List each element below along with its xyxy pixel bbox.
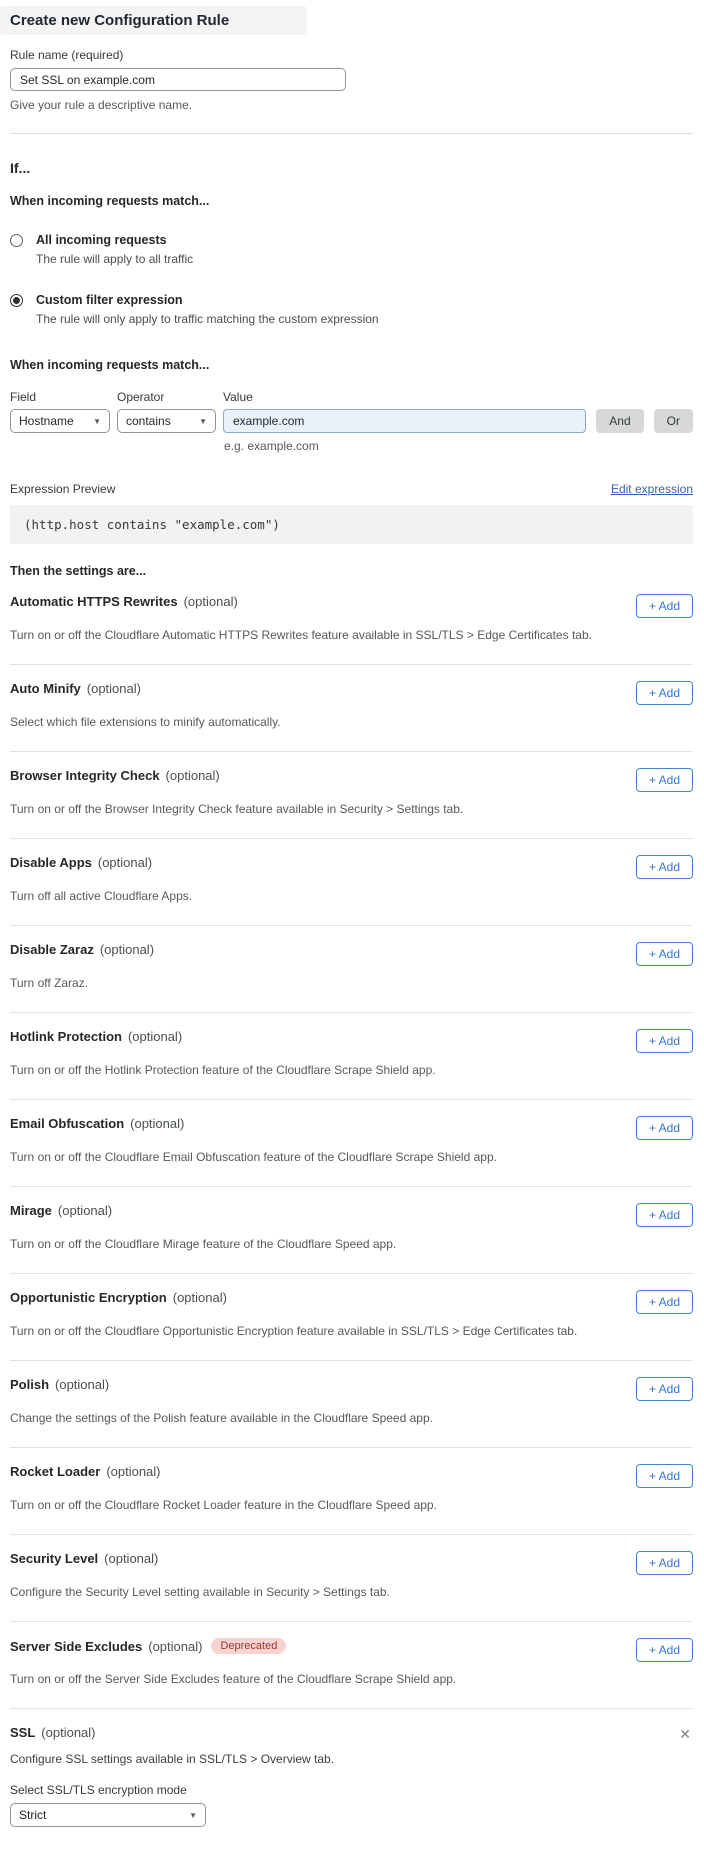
field-select-value: Hostname <box>19 414 74 428</box>
deprecated-badge: Deprecated <box>211 1638 286 1654</box>
setting-item-hotlink-protection <box>10 1013 693 1100</box>
setting-title <box>10 1638 286 1654</box>
add-button[interactable]: + Add <box>636 1377 693 1401</box>
setting-item-server-side-excludes <box>10 1622 693 1709</box>
expression-preview-code: (http.host contains "example.com") <box>10 505 693 544</box>
add-button[interactable]: + Add <box>636 855 693 879</box>
setting-title <box>10 1725 96 1740</box>
field-label: Field <box>10 390 37 404</box>
optional-label: (optional) <box>183 594 238 609</box>
setting-item-automatic-https-rewrites <box>10 578 693 665</box>
radio-option-text <box>36 293 379 326</box>
edit-expression-link[interactable]: Edit expression <box>610 482 693 496</box>
close-icon[interactable]: ✕ <box>679 1726 691 1742</box>
setting-name: Server Side Excludes <box>10 1638 143 1654</box>
setting-item-browser-integrity-check <box>10 752 693 839</box>
setting-desc: Turn on or off the Cloudflare Rocket Loader feature in the Cloudflare Speed app. <box>10 1498 437 1512</box>
optional-label: (optional) <box>57 1203 113 1218</box>
setting-name: SSL <box>10 1725 36 1740</box>
setting-title <box>10 594 238 609</box>
setting-desc: Select which file extensions to minify automatically. <box>10 715 281 729</box>
setting-title <box>10 855 152 870</box>
setting-item-rocket-loader <box>10 1448 693 1535</box>
setting-desc: Turn on or off the Cloudflare Email Obfuscation feature of the Cloudflare Scrape Shield app. <box>10 1150 497 1164</box>
setting-title <box>10 1203 112 1218</box>
setting-desc: Turn on or off the Cloudflare Opportunistic Encryption feature available in SSL/TLS > Edge Certificates tab. <box>10 1324 578 1338</box>
setting-name: Automatic HTTPS Rewrites <box>10 594 178 609</box>
setting-name: Hotlink Protection <box>10 1029 122 1044</box>
setting-desc: Change the settings of the Polish feature available in the Cloudflare Speed app. <box>10 1411 433 1425</box>
radio-unchecked-icon[interactable] <box>10 234 23 247</box>
setting-name: Email Obfuscation <box>10 1116 125 1131</box>
setting-item-opportunistic-encryption <box>10 1274 693 1361</box>
setting-item-mirage <box>10 1187 693 1274</box>
value-hint: e.g. example.com <box>224 439 319 453</box>
builder-labels-row <box>10 390 693 404</box>
optional-label: (optional) <box>41 1725 96 1740</box>
optional-label: (optional) <box>165 768 220 783</box>
chevron-down-icon: ▼ <box>199 416 207 426</box>
optional-label: (optional) <box>106 1464 161 1479</box>
setting-desc: Turn off Zaraz. <box>10 976 89 990</box>
radio-option-all-incoming-requests[interactable] <box>10 233 693 266</box>
rule-name-help: Give your rule a descriptive name. <box>10 98 193 112</box>
setting-title <box>10 681 141 696</box>
setting-name: Opportunistic Encryption <box>10 1290 167 1305</box>
add-button[interactable]: + Add <box>636 1203 693 1227</box>
setting-name: Polish <box>10 1377 50 1392</box>
ssl-mode-label: Select SSL/TLS encryption mode <box>10 1783 187 1797</box>
expression-builder-heading: When incoming requests match... <box>10 358 210 372</box>
setting-name: Mirage <box>10 1203 52 1218</box>
setting-title <box>10 942 154 957</box>
setting-item-security-level <box>10 1535 693 1622</box>
operator-label: Operator <box>117 390 165 404</box>
section-divider <box>10 133 693 134</box>
builder-controls-row <box>10 409 693 433</box>
page-title: Create new Configuration Rule <box>0 6 307 35</box>
radio-option-label: Custom filter expression <box>36 293 183 307</box>
expression-preview-label: Expression Preview <box>10 482 116 496</box>
add-button[interactable]: + Add <box>636 1290 693 1314</box>
add-button[interactable]: + Add <box>636 594 693 618</box>
setting-item-email-obfuscation <box>10 1100 693 1187</box>
setting-item-disable-zaraz <box>10 926 693 1013</box>
radio-option-desc: The rule will apply to all traffic <box>36 252 194 266</box>
optional-label: (optional) <box>172 1290 227 1305</box>
setting-item-polish <box>10 1361 693 1448</box>
setting-name: Auto Minify <box>10 681 81 696</box>
rule-name-label: Rule name (required) <box>10 48 124 62</box>
setting-item-disable-apps <box>10 839 693 926</box>
setting-name: Disable Apps <box>10 855 92 870</box>
setting-name: Disable Zaraz <box>10 942 94 957</box>
optional-label: (optional) <box>55 1377 110 1392</box>
value-label: Value <box>223 390 253 404</box>
if-heading: If... <box>10 160 31 176</box>
optional-label: (optional) <box>86 681 141 696</box>
or-button[interactable]: Or <box>654 409 693 433</box>
radio-option-custom-filter-expression[interactable] <box>10 293 693 326</box>
ssl-desc: Configure SSL settings available in SSL/TLS > Overview tab. <box>10 1752 335 1766</box>
rule-name-input[interactable] <box>10 68 346 91</box>
radio-option-text <box>36 233 193 266</box>
setting-title <box>10 1464 161 1479</box>
setting-item-auto-minify <box>10 665 693 752</box>
add-button[interactable]: + Add <box>636 768 693 792</box>
add-button[interactable]: + Add <box>636 1116 693 1140</box>
optional-label: (optional) <box>148 1638 203 1654</box>
setting-title <box>10 1377 109 1392</box>
setting-item-ssl-expanded <box>10 1709 693 1827</box>
operator-select[interactable] <box>117 409 216 433</box>
add-button[interactable]: + Add <box>636 942 693 966</box>
add-button[interactable]: + Add <box>636 1464 693 1488</box>
and-button[interactable]: And <box>596 409 643 433</box>
add-button[interactable]: + Add <box>636 1551 693 1575</box>
settings-heading: Then the settings are... <box>10 564 147 578</box>
optional-label: (optional) <box>127 1029 183 1044</box>
expression-preview-row <box>10 482 693 496</box>
ssl-mode-select-value: Strict <box>19 1808 47 1822</box>
optional-label: (optional) <box>97 855 153 870</box>
setting-name: Browser Integrity Check <box>10 768 160 783</box>
radio-option-desc: The rule will only apply to traffic matching the custom expression <box>36 312 379 326</box>
setting-desc: Turn on or off the Server Side Excludes feature of the Cloudflare Scrape Shield app. <box>10 1672 457 1686</box>
chevron-down-icon: ▼ <box>189 1810 197 1820</box>
setting-desc: Turn on or off the Browser Integrity Check feature available in Security > Settings tab. <box>10 802 464 816</box>
setting-title <box>10 1290 227 1305</box>
setting-title <box>10 1116 184 1131</box>
setting-desc: Turn off all active Cloudflare Apps. <box>10 889 193 903</box>
setting-title <box>10 768 220 783</box>
setting-desc: Turn on or off the Cloudflare Mirage feature of the Cloudflare Speed app. <box>10 1237 397 1251</box>
ssl-mode-select[interactable] <box>10 1803 206 1827</box>
optional-label: (optional) <box>104 1551 159 1566</box>
operator-select-value: contains <box>126 414 171 428</box>
add-button[interactable]: + Add <box>636 681 693 705</box>
setting-title <box>10 1551 158 1566</box>
setting-desc: Turn on or off the Hotlink Protection feature of the Cloudflare Scrape Shield app. <box>10 1063 436 1077</box>
radio-checked-icon[interactable] <box>10 294 23 307</box>
optional-label: (optional) <box>130 1116 185 1131</box>
setting-desc: Configure the Security Level setting available in Security > Settings tab. <box>10 1585 390 1599</box>
setting-name: Rocket Loader <box>10 1464 101 1479</box>
setting-title <box>10 1029 182 1044</box>
chevron-down-icon: ▼ <box>93 416 101 426</box>
setting-desc: Turn on or off the Cloudflare Automatic HTTPS Rewrites feature available in SSL/TLS > Edge Certificates tab. <box>10 628 592 642</box>
radio-option-label: All incoming requests <box>36 233 167 247</box>
setting-name: Security Level <box>10 1551 99 1566</box>
incoming-requests-match-heading: When incoming requests match... <box>10 194 210 208</box>
add-button[interactable]: + Add <box>636 1029 693 1053</box>
field-select[interactable] <box>10 409 110 433</box>
optional-label: (optional) <box>99 942 155 957</box>
value-input[interactable] <box>223 409 586 433</box>
add-button[interactable]: + Add <box>636 1638 693 1662</box>
